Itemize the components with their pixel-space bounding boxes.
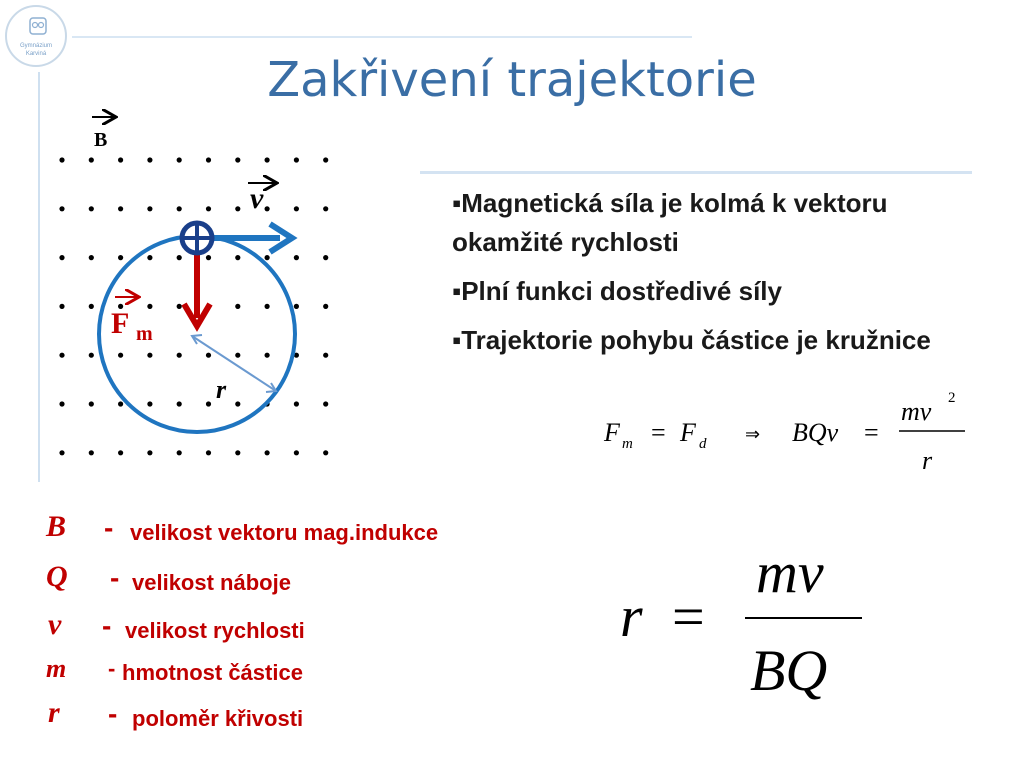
field-dot — [206, 450, 211, 455]
field-dot — [265, 157, 270, 162]
eq-rhs-sub: d — [699, 436, 707, 452]
eq-large-lhs: r — [620, 584, 643, 649]
field-dot — [59, 157, 64, 162]
field-dot — [206, 157, 211, 162]
field-dot — [265, 353, 270, 358]
field-dot — [294, 206, 299, 211]
field-dot — [59, 206, 64, 211]
field-dot — [89, 157, 94, 162]
legend-text: velikost rychlosti — [125, 618, 305, 643]
field-dot — [323, 304, 328, 309]
field-dot — [89, 401, 94, 406]
field-dot — [206, 255, 211, 260]
eq-lhs-F: F — [604, 418, 620, 447]
field-label: B — [94, 129, 108, 151]
logo-text-line1: Gymnázium — [19, 43, 52, 49]
field-dot — [118, 401, 123, 406]
field-dot — [177, 255, 182, 260]
field-dot — [323, 353, 328, 358]
legend-dash: - — [108, 656, 116, 681]
field-dot — [59, 353, 64, 358]
legend-dash: - — [108, 698, 118, 729]
field-dot — [89, 304, 94, 309]
field-dot — [265, 304, 270, 309]
field-dot — [59, 255, 64, 260]
velocity-label: v — [250, 182, 264, 215]
legend-text: poloměr křivosti — [132, 706, 304, 731]
logo-text-line2: Karviná — [25, 51, 47, 57]
field-dot — [177, 353, 182, 358]
equation-force-balance — [603, 390, 965, 475]
field-dot — [118, 353, 123, 358]
field-dot — [235, 450, 240, 455]
field-dot — [147, 353, 152, 358]
field-dot — [59, 450, 64, 455]
legend-symbol: m — [46, 654, 67, 683]
legend-text: velikost vektoru mag.indukce — [130, 520, 439, 545]
field-dot — [294, 304, 299, 309]
eq-exp: 2 — [948, 390, 956, 406]
field-dot — [235, 401, 240, 406]
field-dot — [235, 353, 240, 358]
field-dot — [177, 450, 182, 455]
field-dot — [235, 304, 240, 309]
field-dot — [235, 157, 240, 162]
field-dot — [118, 206, 123, 211]
force-label-sub: m — [136, 323, 153, 345]
field-dot — [294, 255, 299, 260]
bullet-item: ▪ Magnetická síla je kolmá k vektoru okamžité rychlosti — [452, 184, 952, 262]
field-dot — [265, 450, 270, 455]
eq-lhs-sub: m — [622, 436, 633, 452]
field-dots-grid — [59, 157, 328, 455]
eq-den: r — [922, 446, 933, 475]
eq-left: BQv — [792, 418, 839, 447]
eq-num: mv — [901, 397, 932, 426]
legend-symbol: v — [48, 608, 62, 641]
field-dot — [323, 401, 328, 406]
eq-large-num: mv — [756, 540, 824, 605]
field-dot — [118, 450, 123, 455]
field-dot — [59, 401, 64, 406]
legend-dash: - — [102, 610, 112, 641]
bullet-item: ▪ Trajektorie pohybu částice je kružnice — [452, 321, 952, 360]
bullet-item: ▪ Plní funkci dostředivé síly — [452, 272, 952, 311]
field-dot — [118, 255, 123, 260]
field-dot — [177, 401, 182, 406]
field-dot — [89, 353, 94, 358]
field-dot — [323, 157, 328, 162]
field-dot — [89, 450, 94, 455]
field-dot — [118, 157, 123, 162]
field-dot — [294, 401, 299, 406]
bullet-list — [452, 184, 952, 370]
radius-label: r — [216, 375, 227, 404]
field-dot — [323, 255, 328, 260]
eq-rhs-F: F — [680, 418, 696, 447]
field-dot — [265, 206, 270, 211]
eq-large-equals: = — [672, 584, 705, 649]
field-dot — [147, 450, 152, 455]
field-dot — [147, 304, 152, 309]
field-dot — [147, 255, 152, 260]
force-label: F — [111, 307, 130, 340]
field-dot — [59, 304, 64, 309]
field-dot — [177, 304, 182, 309]
eq-equals-1: = — [651, 418, 666, 447]
field-dot — [294, 450, 299, 455]
legend-text: hmotnost částice — [122, 660, 303, 685]
eq-equals-2: = — [864, 418, 879, 447]
legend-dash: - — [110, 562, 120, 593]
field-dot — [147, 401, 152, 406]
radius-arrow — [192, 336, 276, 391]
field-dot — [323, 206, 328, 211]
legend-symbol: r — [48, 696, 60, 729]
page-title: Zakřivení trajektorie — [267, 52, 757, 108]
eq-implies: ⇒ — [745, 424, 761, 444]
field-dot — [206, 353, 211, 358]
field-dot — [206, 206, 211, 211]
field-dot — [235, 206, 240, 211]
field-dot — [147, 157, 152, 162]
legend-text: velikost náboje — [132, 570, 291, 595]
field-dot — [294, 157, 299, 162]
field-dot — [265, 255, 270, 260]
field-dot — [177, 157, 182, 162]
eq-large-den: BQ — [750, 638, 828, 703]
field-dot — [147, 206, 152, 211]
field-dot — [89, 255, 94, 260]
legend-symbol: Q — [46, 560, 68, 593]
legend-symbol: B — [46, 510, 67, 543]
legend-dash: - — [104, 512, 114, 543]
equation-radius — [620, 540, 862, 703]
field-dot — [177, 206, 182, 211]
field-dot — [206, 401, 211, 406]
field-dot — [235, 255, 240, 260]
field-dot — [89, 206, 94, 211]
field-dot — [323, 450, 328, 455]
